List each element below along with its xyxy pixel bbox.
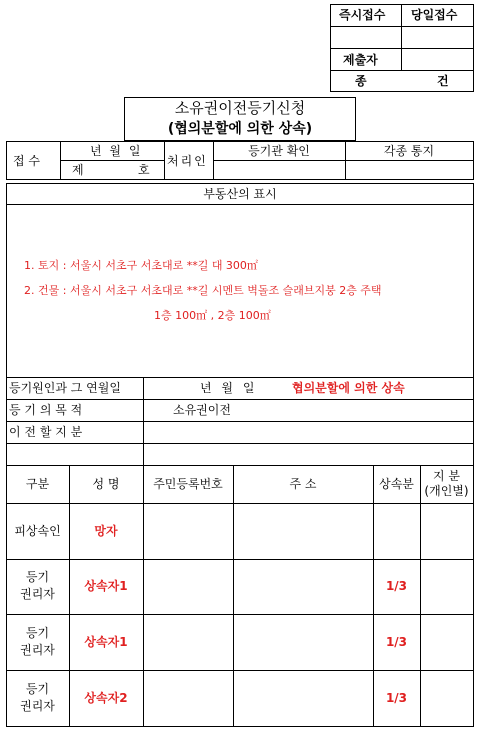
row-name: 상속자2 <box>84 691 128 705</box>
property-land: 1. 토지 : 서울시 서초구 서초대로 **길 대 300㎡ <box>24 259 258 272</box>
geon-label: 건 <box>437 74 449 88</box>
col-rrn: 주민등록번호 <box>153 477 223 491</box>
cause-date: 년 월 일 <box>200 381 255 395</box>
row-name: 망자 <box>94 524 118 538</box>
reception-date: 년 월 일 <box>90 144 141 158</box>
row-division: 피상속인 <box>14 524 61 538</box>
submitter-label: 제출자 <box>343 53 378 67</box>
row-division: 권리자 <box>20 587 55 601</box>
col-address: 주 소 <box>289 477 317 491</box>
row-name: 상속자1 <box>84 579 128 593</box>
col-share-line1: 지 분 <box>433 469 460 483</box>
property-building: 2. 건물 : 서울시 서초구 서초대로 **길 시멘트 벽돌조 슬래브지붕 2층 주택 <box>24 284 382 297</box>
row-share: 1/3 <box>385 691 408 705</box>
form-title: 소유권이전등기신청 <box>174 99 306 117</box>
col-inherit-share: 상속분 <box>379 477 414 491</box>
col-division: 구분 <box>25 477 50 491</box>
registrar-check-label: 등기관 확인 <box>248 144 310 158</box>
property-floors: 1층 100㎡ , 2층 100㎡ <box>154 309 271 322</box>
row-name: 상속자1 <box>84 635 128 649</box>
col-share-line2: (개인별) <box>424 484 469 498</box>
reception-ho: 호 <box>138 163 150 177</box>
row-share: 1/3 <box>385 635 408 649</box>
cause-value: 협의분할에 의한 상속 <box>292 381 405 395</box>
row-division: 권리자 <box>20 643 55 657</box>
processor-label: 처리인 <box>167 154 208 168</box>
purpose-label: 등 기 의 목 적 <box>9 403 83 417</box>
notices-label: 각종 통지 <box>383 144 435 158</box>
property-header: 부동산의 표시 <box>203 187 277 201</box>
row-division: 등기 <box>25 570 50 584</box>
col-name: 성 명 <box>92 477 120 491</box>
immediate-receipt-label: 즉시접수 <box>339 8 386 22</box>
row-division: 등기 <box>25 682 50 696</box>
row-division: 권리자 <box>20 699 55 713</box>
purpose-value: 소유권이전 <box>173 403 231 417</box>
share-transfer-label: 이 전 할 지 분 <box>9 425 83 439</box>
row-division: 등기 <box>25 626 50 640</box>
reception-je: 제 <box>72 163 84 177</box>
row-share: 1/3 <box>385 579 408 593</box>
form-subtitle: (협의분할에 의한 상속) <box>167 121 313 137</box>
reception-label: 접 수 <box>13 154 40 168</box>
jong-label: 종 <box>355 74 367 88</box>
same-day-receipt-label: 당일접수 <box>411 8 458 22</box>
cause-label: 등기원인과 그 연월일 <box>9 381 121 395</box>
